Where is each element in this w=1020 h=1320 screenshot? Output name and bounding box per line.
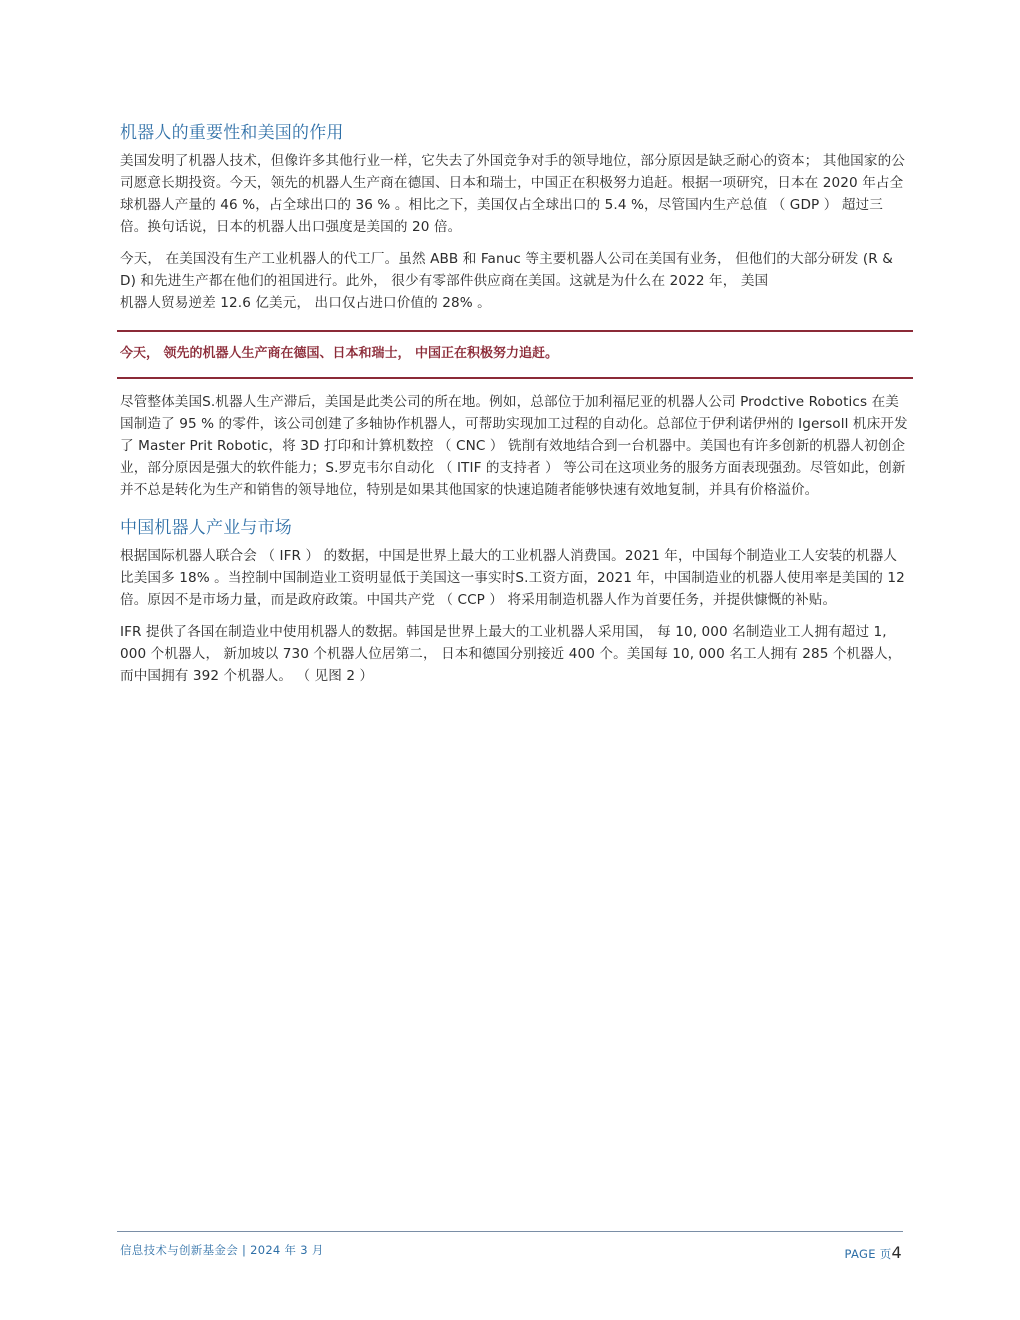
paragraph: IFR 提供了各国在制造业中使用机器人的数据。韩国是世界上最大的工业机器人采用国， 每 10, 000 名制造业工人拥有超过 1, 000 个机器人， 新加坡以 730 个机器人位居第二， 日本和德国分别接近 400 个。美国每 10, 000 名工人拥有 285 个机器人， 而中国拥有 392 个机器人。 （ 见图 2 ）: [120, 624, 902, 684]
page-label: PAGE 页: [844, 1247, 892, 1261]
paragraph: 尽管整体美国S.机器人生产滞后，美国是此类公司的所在地。例如，总部位于加利福尼亚的机器人公司 Prodctive Robotics 在美国制造了 95 % 的零件，该公司创建了多轴协作机器人，可帮助实现加工过程的自动化。总部位于伊利诺伊州的 Igersoll 机床开发了 Master Prit Robotic，将 3D 打印和计算机数控 （ CNC ） 铣削有效地结合到一台机器中。美国也有许多创新的机器人初创企业，部分原因是强大的软件能力；S.罗克韦尔自动化 （ ITIF 的支持者 ） 等公司在这项业务的服务方面表现强劲。尽管如此，创新并不总是转化为生产和销售的领导地位，特别是如果其他国家的快速追随者能够快速有效地复制，并具有价格溢价。: [120, 394, 908, 498]
paragraph: 机器人贸易逆差 12.6 亿美元， 出口仅占进口价值的 28% 。: [120, 295, 491, 311]
section-title-china-robotics: 中国机器人产业与市场: [120, 518, 292, 538]
paragraph: 根据国际机器人联合会 （ IFR ） 的数据，中国是世界上最大的工业机器人消费国。2021 年，中国每个制造业工人安装的机器人比美国多 18% 。当控制中国制造业工资明显低于美国这一事实时S.工资方面，2021 年，中国制造业的机器人使用率是美国的 12 倍。原因不是市场力量，而是政府政策。中国共产党 （ CCP ） 将采用制造机器人作为首要任务，并提供慷慨的补贴。: [120, 548, 905, 608]
pull-quote-text: 今天， 领先的机器人生产商在德国、日本和瑞士， 中国正在积极努力追赶。: [120, 346, 559, 361]
pull-quote: [117, 330, 913, 379]
page-number: 4: [891, 1243, 902, 1262]
footer-source: 信息技术与创新基金会 | 2024 年 3 月: [120, 1243, 324, 1257]
footer-page-number: [845, 1243, 902, 1262]
main-content: [120, 120, 910, 697]
paragraph: 美国发明了机器人技术，但像许多其他行业一样，它失去了外国竞争对手的领导地位，部分原因是缺乏耐心的资本； 其他国家的公司愿意长期投资。今天，领先的机器人生产商在德国、日本和瑞士，中国正在积极努力追赶。根据一项研究，日本在 2020 年占全球机器人产量的 46 %，占全球出口的 36 % 。相比之下，美国仅占全球出口的 5.4 %，尽管国内生产总值 （ GDP ） 超过三倍。换句话说，日本的机器人出口强度是美国的 20 倍。: [120, 153, 905, 235]
paragraph: 今天， 在美国没有生产工业机器人的代工厂。虽然 ABB 和 Fanuc 等主要机器人公司在美国有业务， 但他们的大部分研发 (R & D) 和先进生产都在他们的祖国进行。此外， 很少有零部件供应商在美国。这就是为什么在 2022 年， 美国: [120, 251, 893, 289]
section-title-robotics-importance: 机器人的重要性和美国的作用: [120, 123, 344, 143]
footer-divider: [117, 1231, 903, 1232]
